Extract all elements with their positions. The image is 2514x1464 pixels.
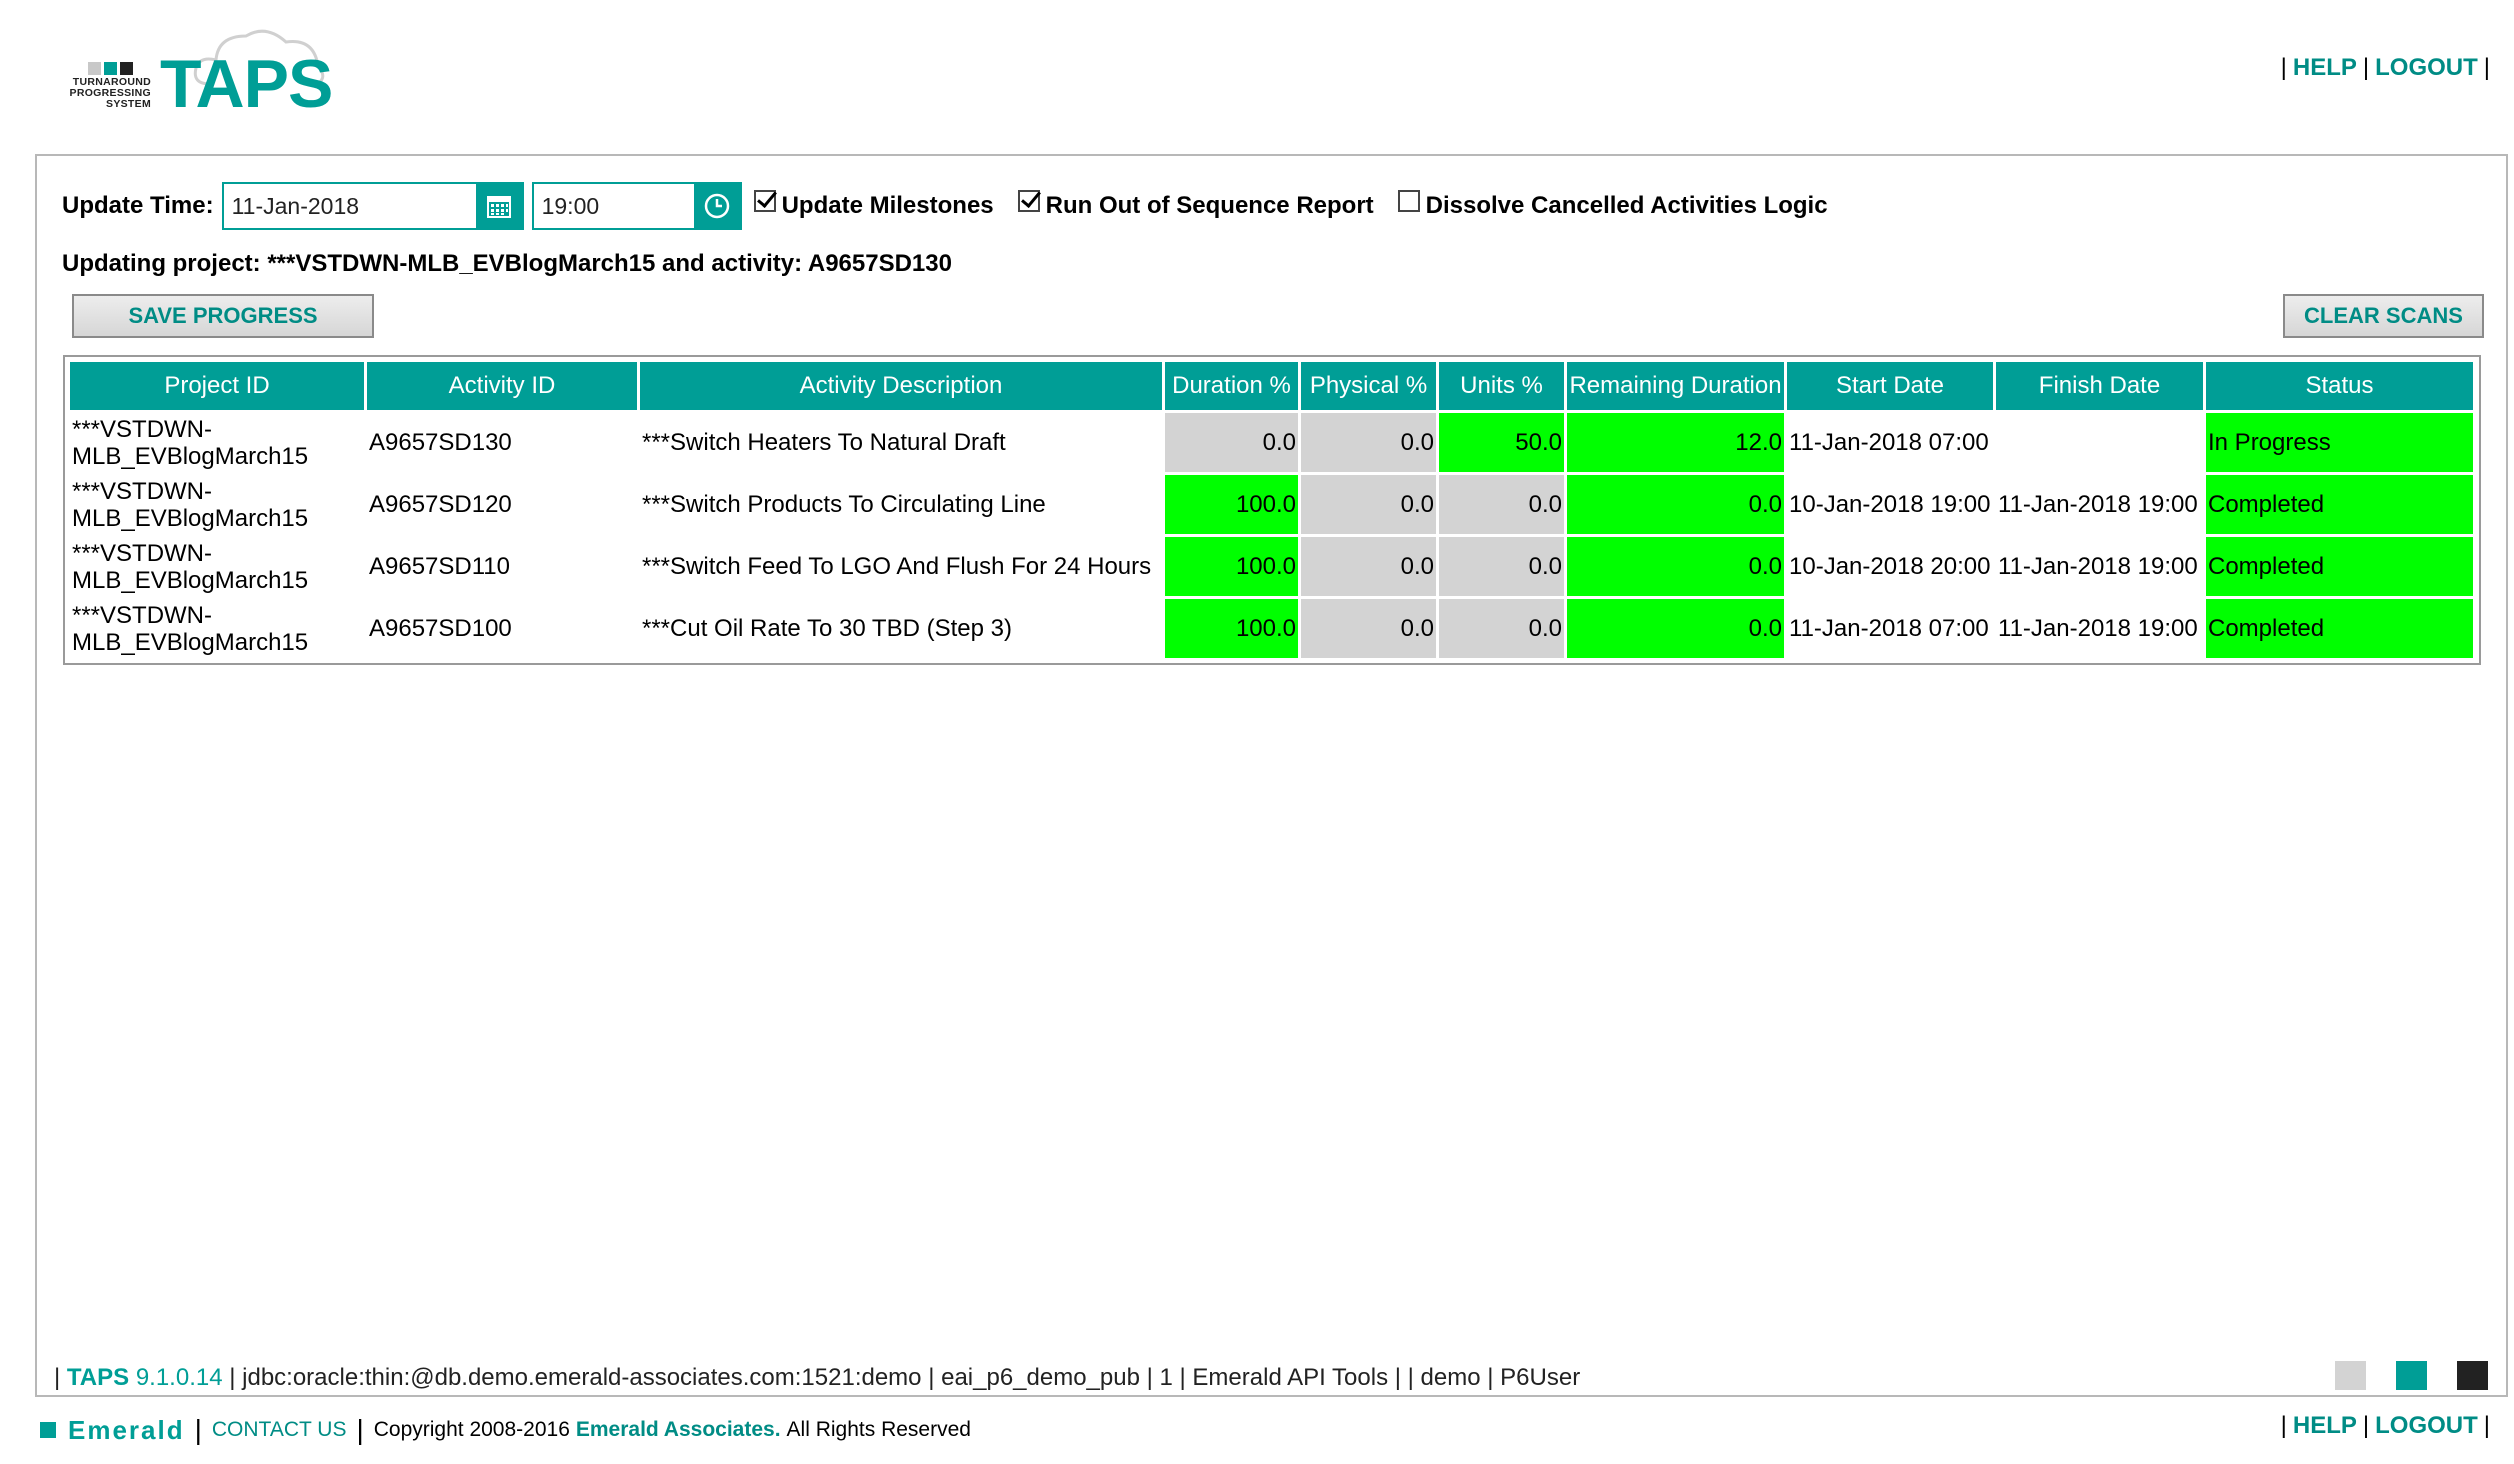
start-date-cell: 11-Jan-2018 07:00 [1789,429,1989,456]
activity-description-cell: ***Switch Products To Circulating Line [642,491,1046,518]
units-pct-cell[interactable]: 50.0 [1439,413,1564,472]
logo-tagline-line: TURNAROUND [72,76,151,88]
finish-date-cell: 11-Jan-2018 19:00 [1998,553,2198,580]
dissolve-checkbox[interactable] [1398,190,1420,212]
emerald-brand-text: Emerald [68,1414,185,1445]
taps-logo [40,22,333,122]
theme-swatch-black[interactable] [2457,1361,2488,1390]
main-panel [35,154,2508,1397]
duration-pct-cell[interactable]: 100.0 [1165,475,1298,534]
table-row[interactable] [70,413,2473,472]
header-links: | HELP | LOGOUT | [2280,54,2490,81]
status-cell: Completed [2206,537,2473,596]
company-name: Emerald Associates. [575,1418,781,1441]
bottom-bar: Emerald | CONTACT US | Copyright 2008-2016 Emerald Associates. All Rights Reserved [40,1414,971,1446]
theme-swatch-teal[interactable] [2396,1361,2427,1390]
finish-date-cell [1996,413,2203,472]
units-pct-cell[interactable]: 0.0 [1439,475,1564,534]
clock-icon [703,192,731,220]
logo-square-grey [88,62,101,75]
finish-date-cell: 11-Jan-2018 19:00 [1998,615,2198,642]
table-row[interactable] [70,599,2473,658]
connection-info: | TAPS 9.1.0.14 | jdbc:oracle:thin:@db.demo.emerald-associates.com:1521:demo | eai_p6_demo_pub | 1 | Emerald API Tools | | demo | P6User [54,1364,1581,1391]
help-link[interactable]: HELP [2292,54,2357,81]
run-oos-label: Run Out of Sequence Report [1045,192,1374,219]
activity-id-cell: A9657SD130 [369,429,512,456]
theme-swatches [2335,1361,2488,1390]
units-pct-cell[interactable]: 0.0 [1439,537,1564,596]
time-input[interactable] [534,184,694,228]
bottom-links: | HELP | LOGOUT | [2280,1412,2490,1439]
save-progress-button[interactable]: SAVE PROGRESS [72,294,374,338]
table-row[interactable] [70,475,2473,534]
update-milestones-option[interactable] [754,192,994,220]
table-header-row [70,362,2473,410]
dissolve-label: Dissolve Cancelled Activities Logic [1425,192,1828,219]
run-oos-checkbox[interactable] [1018,190,1040,212]
app-version: 9.1.0.14 [135,1364,223,1391]
activity-description-cell: ***Switch Feed To LGO And Flush For 24 Hours [642,553,1152,580]
logout-link[interactable]: LOGOUT [2375,54,2478,81]
physical-pct-cell[interactable]: 0.0 [1301,599,1436,658]
column-header[interactable]: Project ID [70,362,364,410]
activity-description-cell: ***Cut Oil Rate To 30 TBD (Step 3) [642,615,1012,642]
start-date-cell: 10-Jan-2018 19:00 [1789,491,1991,518]
activity-id-cell: A9657SD100 [369,615,512,642]
contact-us-link[interactable]: CONTACT US [211,1418,347,1441]
status-cell: Completed [2206,599,2473,658]
activity-table [67,359,2476,661]
activity-table-container [63,355,2481,665]
theme-swatch-grey[interactable] [2335,1361,2366,1390]
units-pct-cell[interactable]: 0.0 [1439,599,1564,658]
date-input[interactable] [224,184,476,228]
column-header[interactable]: Duration % [1165,362,1298,410]
column-header[interactable]: Physical % [1301,362,1436,410]
remaining-duration-cell[interactable]: 0.0 [1567,537,1784,596]
calendar-button[interactable] [476,184,522,228]
column-header[interactable]: Start Date [1787,362,1993,410]
project-id-cell: ***VSTDWN-MLB_EVBlogMarch15 [72,601,309,656]
calendar-icon [486,193,512,219]
duration-pct-cell[interactable]: 100.0 [1165,599,1298,658]
remaining-duration-cell[interactable]: 12.0 [1567,413,1784,472]
activity-id-cell: A9657SD120 [369,491,512,518]
start-date-cell: 10-Jan-2018 20:00 [1789,553,1991,580]
project-id-cell: ***VSTDWN-MLB_EVBlogMarch15 [72,477,309,532]
clear-scans-button[interactable]: CLEAR SCANS [2283,294,2484,338]
column-header[interactable]: Units % [1439,362,1564,410]
emerald-logo [40,1415,185,1446]
update-time-label: Update Time: [62,192,214,219]
clock-button[interactable] [694,184,740,228]
updating-status: Updating project: ***VSTDWN-MLB_EVBlogMarch15 and activity: A9657SD130 [62,250,952,277]
connection-string: jdbc:oracle:thin:@db.demo.emerald-associates.com:1521:demo | eai_p6_demo_pub | 1 | Emerald API Tools | | demo | P6User [242,1364,1581,1391]
logo-square-teal [104,62,117,75]
update-milestones-checkbox[interactable] [754,190,776,212]
update-milestones-label: Update Milestones [781,192,994,219]
run-oos-option[interactable] [1018,192,1374,220]
project-id-cell: ***VSTDWN-MLB_EVBlogMarch15 [72,415,309,470]
logo-tagline-line: PROGRESSING [69,87,151,99]
physical-pct-cell[interactable]: 0.0 [1301,537,1436,596]
start-date-cell: 11-Jan-2018 07:00 [1789,615,1989,642]
column-header[interactable]: Finish Date [1996,362,2203,410]
date-picker [222,182,524,230]
logo-tagline [40,77,151,110]
logo-square-black [120,62,133,75]
column-header[interactable]: Activity ID [367,362,637,410]
status-cell: In Progress [2206,413,2473,472]
logo-tagline-line: SYSTEM [106,98,151,110]
copyright-text: Copyright 2008-2016 [373,1418,570,1441]
table-row[interactable] [70,537,2473,596]
app-name: TAPS [66,1364,130,1391]
bottom-help-link[interactable]: HELP [2292,1412,2357,1439]
duration-pct-cell[interactable]: 0.0 [1165,413,1298,472]
duration-pct-cell[interactable]: 100.0 [1165,537,1298,596]
project-id-cell: ***VSTDWN-MLB_EVBlogMarch15 [72,539,309,594]
finish-date-cell: 11-Jan-2018 19:00 [1998,491,2198,518]
physical-pct-cell[interactable]: 0.0 [1301,475,1436,534]
rights-text: All Rights Reserved [786,1418,971,1441]
status-cell: Completed [2206,475,2473,534]
update-form-row [62,180,1828,232]
physical-pct-cell[interactable]: 0.0 [1301,413,1436,472]
remaining-duration-cell[interactable]: 0.0 [1567,475,1784,534]
column-header[interactable]: Activity Description [640,362,1162,410]
remaining-duration-cell[interactable]: 0.0 [1567,599,1784,658]
emerald-square-icon [40,1422,56,1438]
column-header[interactable]: Status [2206,362,2473,410]
dissolve-option[interactable] [1398,192,1828,220]
activity-id-cell: A9657SD110 [369,553,510,580]
logo-taps-text: TAPS [160,46,333,122]
bottom-logout-link[interactable]: LOGOUT [2375,1412,2478,1439]
activity-description-cell: ***Switch Heaters To Natural Draft [642,429,1006,456]
time-picker [532,182,742,230]
column-header[interactable]: Remaining Duration [1567,362,1784,410]
